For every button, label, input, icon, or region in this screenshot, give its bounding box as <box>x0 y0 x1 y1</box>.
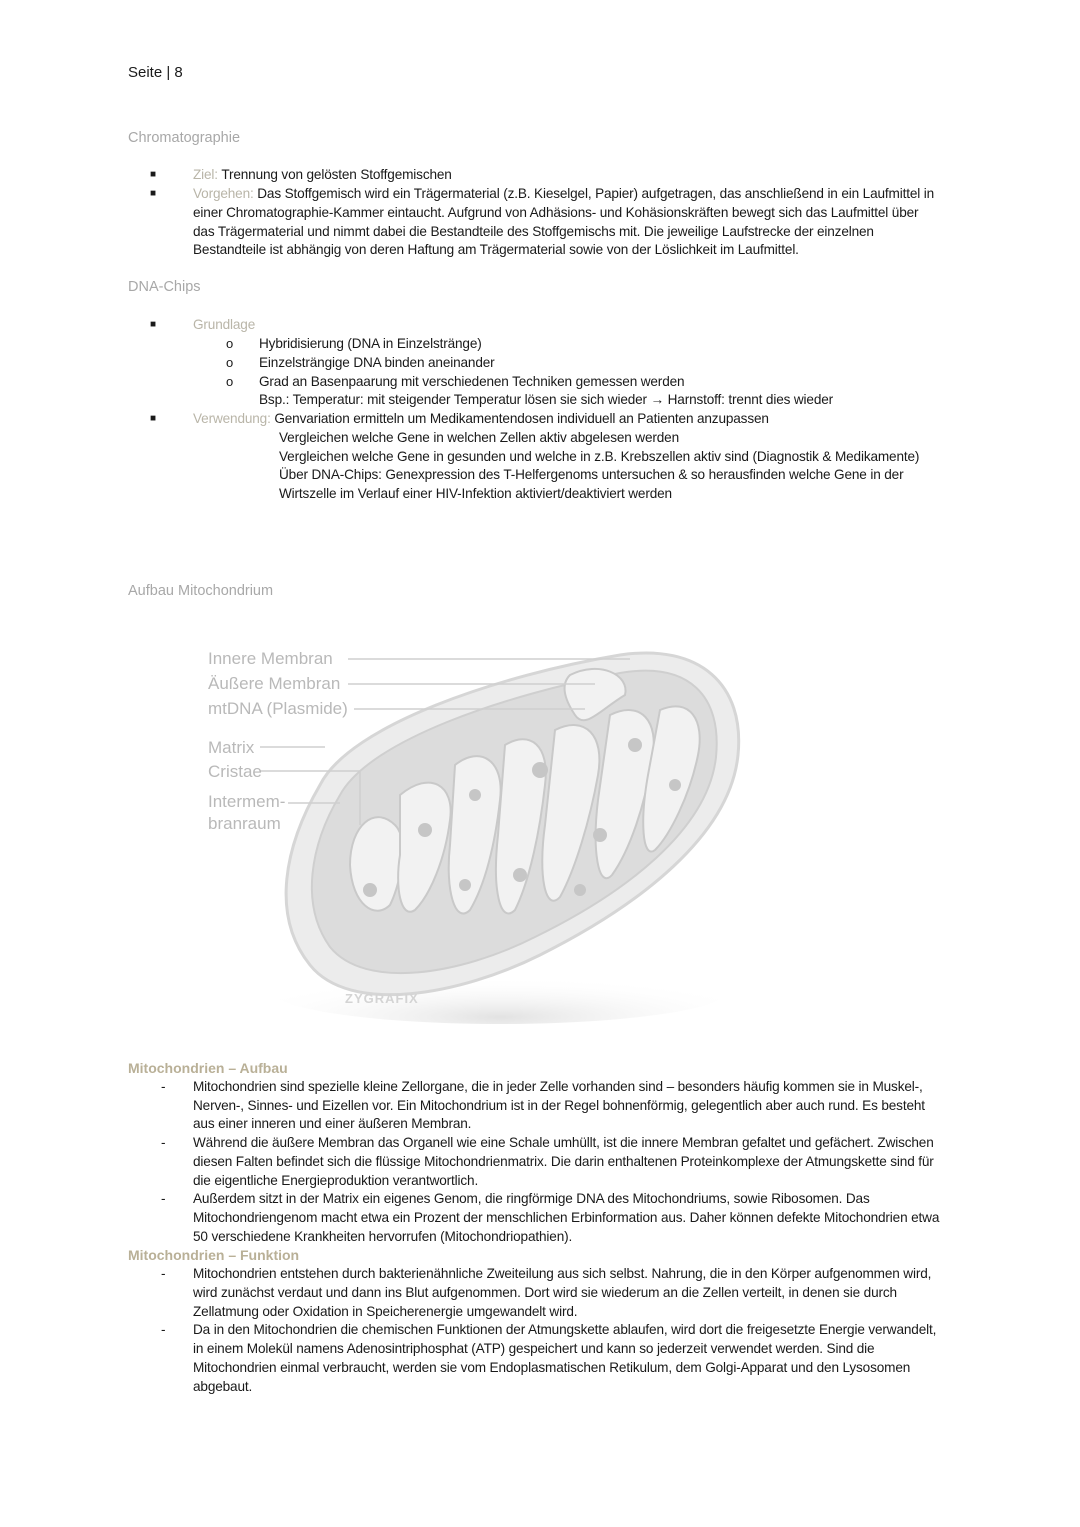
figure-label-innere-membran: Innere Membran <box>208 649 333 668</box>
list-item: Grad an Basenpaarung mit verschiedenen Techniken gemessen werden <box>259 374 685 389</box>
figure-label-intermembranraum-1: Intermem- <box>208 792 286 811</box>
paragraph-line: wird zunächst verdaut und dann ins Blut aufgenommen. Dort wird sie wiederum an die Zellen verteilt, in denen sie durch <box>193 1285 897 1300</box>
list-item: Vorgehen: Das Stoffgemisch wird ein Trägermaterial (z.B. Kieselgel, Papier) aufgetragen, das anschließend in ein Laufmittel in <box>193 186 935 201</box>
bullet-icon: ■ <box>150 169 157 180</box>
circle-bullet-icon: o <box>226 374 234 389</box>
bullet-icon: ■ <box>150 413 157 424</box>
dash-bullet-icon: - <box>161 1135 166 1150</box>
paragraph-line: Außerdem sitzt in der Matrix ein eigenes Genom, die ringförmige DNA des Mitochondriums, sowie Ribosomen. Das <box>193 1191 870 1206</box>
paragraph-line: Nerven-, Sinnes- und Eizellen vor. Ein Mitochondrium ist in der Regel bohnenförmig, gelegentlich aber auch rund. Es besteht <box>193 1098 925 1113</box>
list-item: Einzelsträngige DNA binden aneinander <box>259 355 495 370</box>
paragraph-line: Mitochondrien sind spezielle kleine Zellorgane, die in jeder Zelle vorhanden sind – besonders häufig kommen sie in Muskel-, <box>193 1079 923 1094</box>
section-heading-dna-chips: DNA-Chips <box>128 279 201 295</box>
text-line: Vergleichen welche Gene in welchen Zellen aktiv abgelesen werden <box>279 430 679 445</box>
paragraph-line: Zellatmung oder Oxidation in Speicherenergie umgewandelt wird. <box>193 1304 578 1319</box>
text-line: Über DNA-Chips: Genexpression des T-Helfergenoms untersuchen & so herausfinden welche Gene in der <box>279 467 904 482</box>
paragraph-line: aus einer inneren und einer äußeren Membran. <box>193 1116 472 1131</box>
text-line: das Trägermaterial und nimmt dabei die Bestandteile des Stoffgemischs mit. Die jeweilige Laufstrecke der einzelnen <box>193 224 874 239</box>
figure-label-mtdna: mtDNA (Plasmide) <box>208 699 348 718</box>
example-line: Bsp.: Temperatur: mit steigender Temperatur lösen sie sich wieder → Harnstoff: trennt dies wieder <box>259 392 834 407</box>
text-line: einer Chromatographie-Kammer eintaucht. Aufgrund von Adhäsions- und Kohäsionskräften bewegt sich das Laufmittel über <box>193 205 919 220</box>
section-heading-aufbau-mitochondrium: Aufbau Mitochondrium <box>128 583 274 599</box>
dash-bullet-icon: - <box>161 1322 166 1337</box>
bullet-icon: ■ <box>150 319 157 330</box>
circle-bullet-icon: o <box>226 355 234 370</box>
circle-bullet-icon: o <box>226 336 234 351</box>
list-item: Ziel: Trennung von gelösten Stoffgemischen <box>193 167 452 182</box>
paragraph-line: in einem Molekül namens Adenosintriphosphat (ATP) gespeichert und kann so jederzeit verwendet werden. Sind die <box>193 1341 875 1356</box>
figure-watermark: ZYGRAFIX <box>345 991 419 1006</box>
figure-label-intermembranraum-2: branraum <box>208 814 281 833</box>
dash-bullet-icon: - <box>161 1191 166 1206</box>
page-number: Seite | 8 <box>128 64 183 81</box>
paragraph-line: Mitochondrien entstehen durch bakterienähnliche Zweiteilung aus sich selbst. Nahrung, die in den Körper aufgenommen wird, <box>193 1266 932 1281</box>
dash-bullet-icon: - <box>161 1266 166 1281</box>
paragraph-line: Mitochondrien einmal verbraucht, werden sie vom Endoplasmatischen Retikulum, dem Golgi-Apparat und den Lysosomen <box>193 1360 911 1375</box>
paragraph-line: abgebaut. <box>193 1379 253 1394</box>
section-heading-chromatographie: Chromatographie <box>128 130 241 146</box>
paragraph-line: diesen Falten befindet sich die flüssige Mitochondrienmatrix. Die darin enthaltenen Proteinkomplexe der Atmungskette sind für <box>193 1154 934 1169</box>
paragraph-line: die eigentliche Energieproduktion verantwortlich. <box>193 1173 479 1188</box>
paragraph-line: Da in den Mitochondrien die chemischen Funktionen der Atmungskette ablaufen, wird dort die freigesetzte Energie verwandelt, <box>193 1322 937 1337</box>
paragraph-line: Mitochondriengenom macht etwa ein Prozent der menschlichen Erbinformation aus. Daher können defekte Mitochondrien etwa <box>193 1210 940 1225</box>
section-heading-mitochondrien-funktion: Mitochondrien – Funktion <box>128 1247 300 1263</box>
list-item: Verwendung: Genvariation ermitteln um Medikamentendosen individuell an Patienten anzupassen <box>193 411 769 426</box>
text-line: Vergleichen welche Gene in gesunden und welche in z.B. Krebszellen aktiv sind (Diagnostik & Medikamente) <box>279 449 920 464</box>
text-line: Wirtszelle im Verlauf einer HIV-Infektion aktiviert/deaktiviert werden <box>279 486 672 501</box>
paragraph-line: 50 verschiedene Krankheiten hervorrufen (Mitochondriopathien). <box>193 1229 573 1244</box>
figure-label-matrix: Matrix <box>208 738 255 757</box>
text-line: Bestandteile ist abhängig von deren Haftung am Trägermaterial sowie von der Löslichkeit im Laufmittel. <box>193 242 799 257</box>
list-item: Hybridisierung (DNA in Einzelstränge) <box>259 336 482 351</box>
dash-bullet-icon: - <box>161 1079 166 1094</box>
figure-label-aeussere-membran: Äußere Membran <box>208 674 341 693</box>
bullet-icon: ■ <box>150 188 157 199</box>
section-heading-mitochondrien-aufbau: Mitochondrien – Aufbau <box>128 1060 288 1076</box>
paragraph-line: Während die äußere Membran das Organell wie eine Schale umhüllt, ist die innere Membran gefaltet und gefächert. Zwischen <box>193 1135 934 1150</box>
grundlage-label: Grundlage <box>193 317 256 332</box>
figure-label-cristae: Cristae <box>208 762 262 781</box>
